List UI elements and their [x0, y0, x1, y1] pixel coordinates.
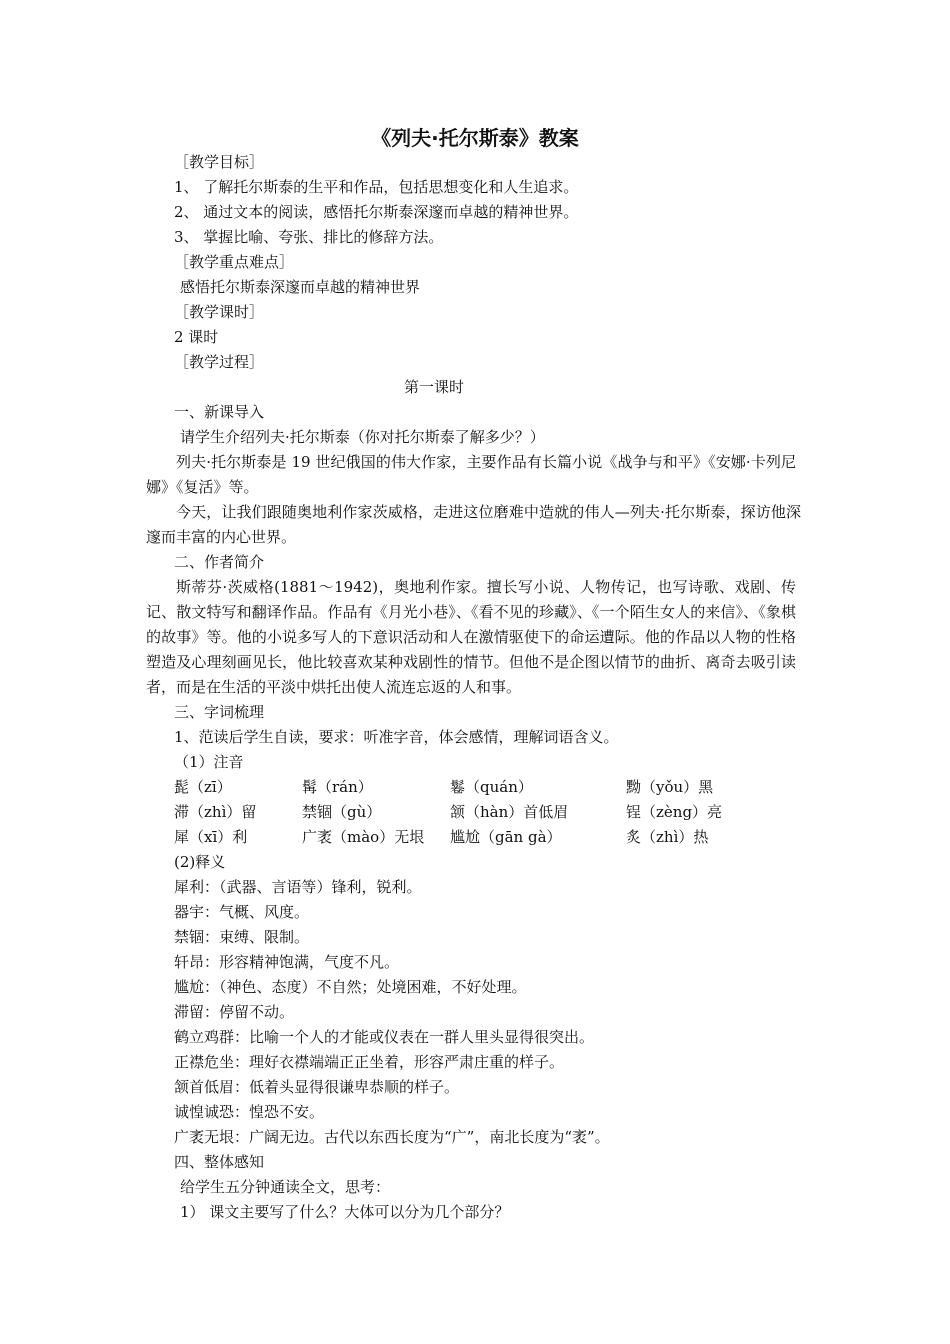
pinyin-heading: （1）注音: [174, 753, 244, 771]
hours-heading: ［教学课时］: [174, 303, 265, 321]
pinyin-word: 髭（zī）: [174, 778, 232, 796]
intro-question: 请学生介绍列夫·托尔斯泰（你对托尔斯泰了解多少？）: [180, 428, 545, 446]
section-heading: 一、新课导入: [174, 403, 265, 421]
key-text: 感悟托尔斯泰深邃而卓越的精神世界: [180, 278, 421, 296]
hours-text: 2 课时: [174, 328, 219, 346]
pinyin-word: 犀（xī）利: [174, 828, 248, 846]
definition-item: 滞留：停留不动。: [174, 1003, 295, 1021]
definition-item: 犀利：（武器、言语等）锋利，锐利。: [174, 878, 422, 896]
vocab-intro: 1、范读后学生自读，要求：听准字音，体会感情，理解词语含义。: [174, 728, 619, 746]
goal-item: 3、 掌握比喻、夸张、排比的修辞方法。: [174, 228, 444, 246]
key-heading: ［教学重点难点］: [174, 253, 295, 271]
goal-heading: ［教学目标］: [174, 153, 265, 171]
definition-item: 鹤立鸡群：比喻一个人的才能或仪表在一群人里头显得很突出。: [174, 1028, 595, 1046]
definition-item: 正襟危坐：理好衣襟端端正正坐着，形容严肃庄重的样子。: [174, 1053, 565, 1071]
pinyin-word: 禁锢（gù）: [302, 803, 382, 821]
definition-item: 颔首低眉：低着头显得很谦卑恭顺的样子。: [174, 1078, 460, 1096]
pinyin-word: 颔（hàn）首低眉: [450, 803, 569, 821]
process-heading: ［教学过程］: [174, 353, 265, 371]
pinyin-word: 髯（rán）: [302, 778, 373, 796]
goal-item: 2、 通过文本的阅读，感悟托尔斯泰深邃而卓越的精神世界。: [174, 203, 579, 221]
pinyin-word: 黝（yǒu）黑: [626, 778, 714, 796]
section-heading: 四、整体感知: [174, 1153, 265, 1171]
page-title: 《列夫·托尔斯泰》教案: [371, 126, 579, 150]
definition-item: 轩昂：形容精神饱满，气度不凡。: [174, 953, 400, 971]
paragraph: 今天，让我们跟随奥地利作家茨威格，走进这位磨难中造就的伟人—列夫·托尔斯泰，探访他深邃而丰富的内心世界。: [146, 503, 801, 546]
author-paragraph: 斯蒂芬·茨威格(1881～1942)，奥地利作家。擅长写小说、人物传记，也写诗歌、戏剧、传记、散文特写和翻译作品。作品有《月光小巷》、《看不见的珍藏》、《一个陌生女人的来信》、《象棋的故事》等。他的小说多写人的下意识活动和人在激情驱使下的命运遭际。他的作品以人物的性格塑造及心理刻画见长，他比较喜欢某种戏剧性的情节。但他不是企图以情节的曲折、离奇去吸引读者，而是在生活的平淡中烘托出使人流连忘返的人和事。: [146, 578, 796, 696]
pinyin-row: [174, 800, 804, 825]
lesson-title: 第一课时: [403, 378, 464, 396]
pinyin-word: 炙（zhì）热: [626, 828, 709, 846]
section-heading: 二、作者简介: [174, 553, 265, 571]
definition-item: 禁锢：束缚、限制。: [174, 928, 310, 946]
pinyin-row: [174, 775, 804, 800]
definition-item: 诚惶诚恐：惶恐不安。: [174, 1103, 325, 1121]
document-body: [146, 150, 804, 1225]
overview-question: 1） 课文主要写了什么？大体可以分为几个部分？: [180, 1203, 510, 1221]
definition-item: 广袤无垠：广阔无边。古代以东西长度为“广”，南北长度为“袤”。: [174, 1128, 610, 1146]
pinyin-row: [174, 825, 804, 850]
definition-heading: (2)释义: [174, 853, 226, 871]
overview-intro: 给学生五分钟通读全文，思考：: [180, 1178, 391, 1196]
section-heading: 三、字词梳理: [174, 703, 265, 721]
pinyin-word: 广袤（mào）无垠: [302, 828, 425, 846]
definition-item: 器宇：气概、风度。: [174, 903, 310, 921]
pinyin-word: 锃（zèng）亮: [626, 803, 723, 821]
paragraph: 列夫·托尔斯泰是 19 世纪俄国的伟大作家，主要作品有长篇小说《战争与和平》《安娜·卡列尼娜》《复活》等。: [146, 453, 796, 496]
goal-item: 1、 了解托尔斯泰的生平和作品，包括思想变化和人生追求。: [174, 178, 579, 196]
definition-item: 尴尬：（神色、态度）不自然；处境困难，不好处理。: [174, 978, 527, 996]
pinyin-word: 尴尬（gān gà）: [450, 828, 562, 846]
pinyin-word: 滞（zhì）留: [174, 803, 257, 821]
pinyin-word: 鬈（quán）: [450, 778, 533, 796]
